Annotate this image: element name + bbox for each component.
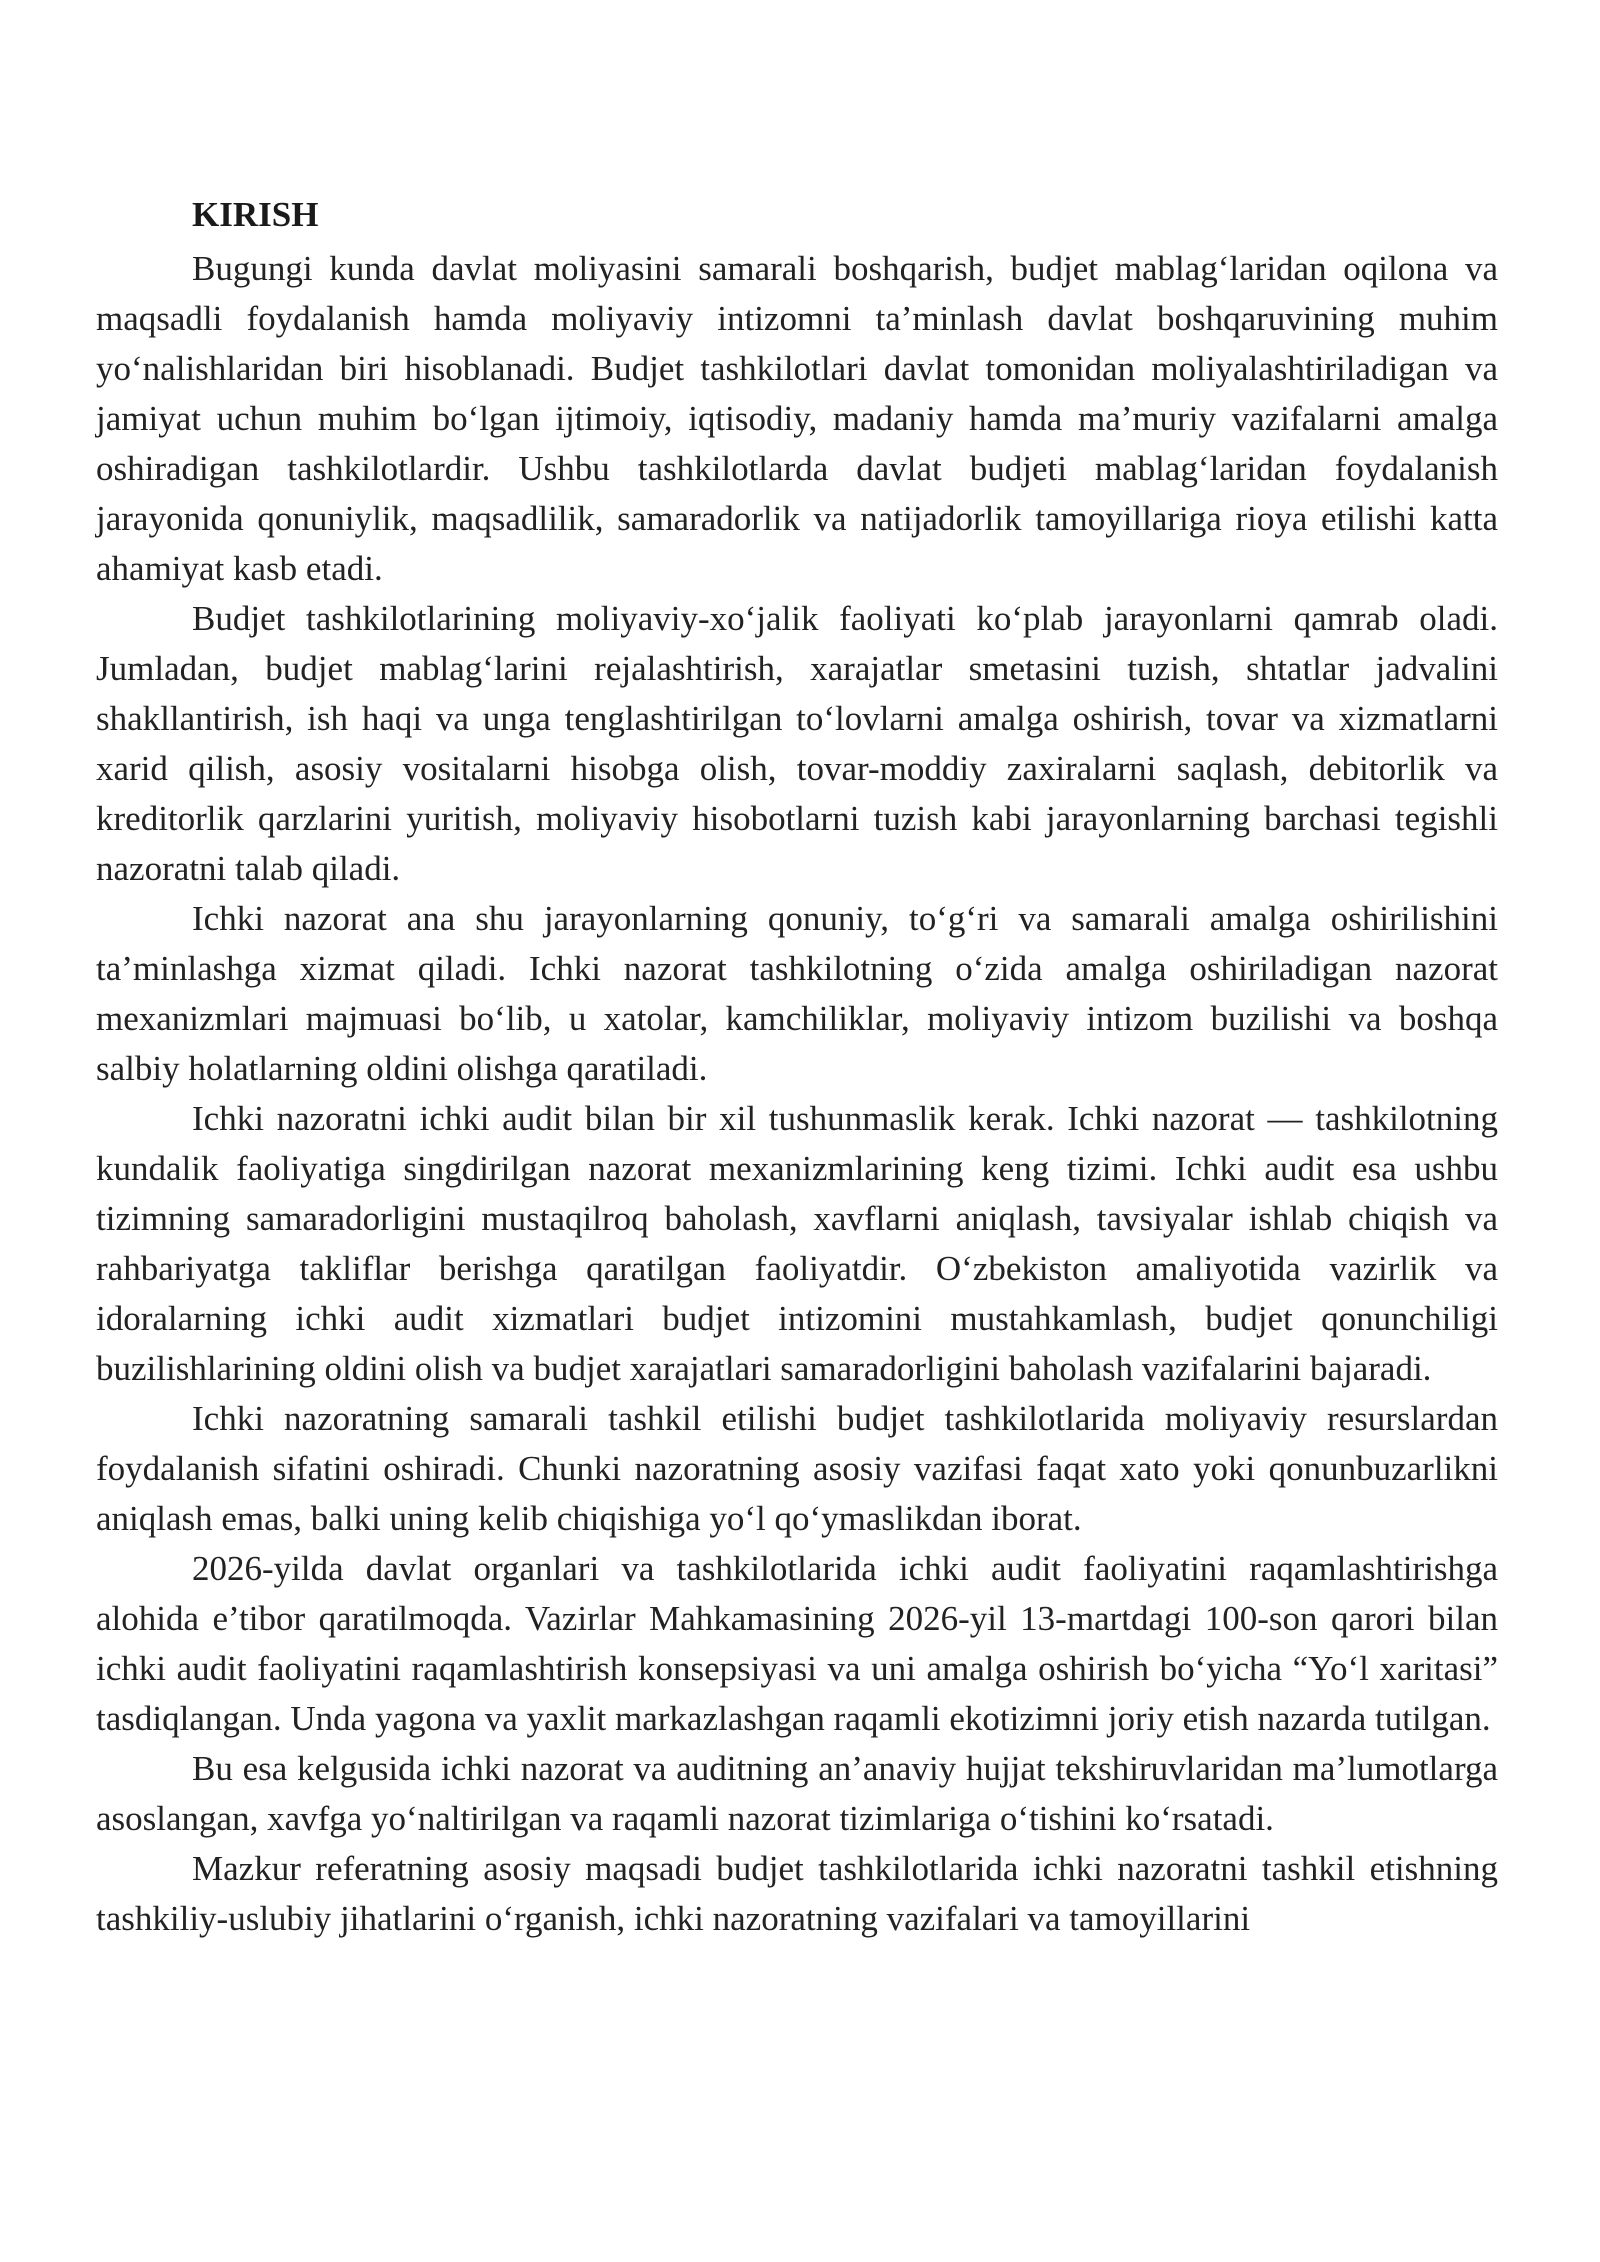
paragraph-8: Mazkur referatning asosiy maqsadi budjet tashkilotlarida ichki nazoratni tashkil etishning tashkiliy-uslubiy jihatlarini o‘rganish, ichki nazoratning vazifalari va tamoyillarini <box>96 1849 1498 1938</box>
paragraph-2: Budjet tashkilotlarining moliyaviy-xo‘jalik faoliyati ko‘plab jarayonlarni qamrab oladi. Jumladan, budjet mablag‘larini rejalashtirish, xarajatlar smetasini tuzish, shtatlar jadvalini shakllantirish, ish haqi va unga tenglashtirilgan to‘lovlarni amalga oshirish, tovar va xizmatlarni xarid qilish, asosiy vositalarni hisobga olish, tovar-moddiy zaxiralarni saqlash, debitorlik va kreditorlik qarzlarini yuritish, moliyaviy hisobotlarni tuzish kabi jarayonlarning barchasi tegishli nazoratni talab qiladi. <box>96 599 1498 888</box>
section-heading: KIRISH <box>192 195 319 234</box>
paragraph-5: Ichki nazoratning samarali tashkil etilishi budjet tashkilotlarida moliyaviy resurslardan foydalanish sifatini oshiradi. Chunki nazoratning asosiy vazifasi faqat xato yoki qonunbuzarlikni aniqlash emas, balki uning kelib chiqishiga yo‘l qo‘ymaslikdan iborat. <box>96 1399 1498 1538</box>
document-page <box>96 186 1498 1944</box>
paragraph-1: Bugungi kunda davlat moliyasini samarali boshqarish, budjet mablag‘laridan oqilona va maqsadli foydalanish hamda moliyaviy intizomni ta’minlash davlat boshqaruvining muhim yo‘nalishlaridan biri hisoblanadi. Budjet tashkilotlari davlat tomonidan moliyalashtiriladigan va jamiyat uchun muhim bo‘lgan ijtimoiy, iqtisodiy, madaniy hamda ma’muriy vazifalarni amalga oshiradigan tashkilotlardir. Ushbu tashkilotlarda davlat budjeti mablag‘laridan foydalanish jarayonida qonuniylik, maqsadlilik, samaradorlik va natijadorlik tamoyillariga rioya etilishi katta ahamiyat kasb etadi. <box>96 249 1498 588</box>
paragraph-3: Ichki nazorat ana shu jarayonlarning qonuniy, to‘g‘ri va samarali amalga oshirilishini ta’minlashga xizmat qiladi. Ichki nazorat tashkilotning o‘zida amalga oshiriladigan nazorat mexanizmlari majmuasi bo‘lib, u xatolar, kamchiliklar, moliyaviy intizom buzilishi va boshqa salbiy holatlarning oldini olishga qaratiladi. <box>96 899 1498 1088</box>
paragraph-4: Ichki nazoratni ichki audit bilan bir xil tushunmaslik kerak. Ichki nazorat — tashkilotning kundalik faoliyatiga singdirilgan nazorat mexanizmlarining keng tizimi. Ichki audit esa ushbu tizimning samaradorligini mustaqilroq baholash, xavflarni aniqlash, tavsiyalar ishlab chiqish va rahbariyatga takliflar berishga qaratilgan faoliyatdir. O‘zbekiston amaliyotida vazirlik va idoralarning ichki audit xizmatlari budjet intizomini mustahkamlash, budjet qonunchiligi buzilishlarining oldini olish va budjet xarajatlari samaradorligini baholash vazifalarini bajaradi. <box>96 1099 1498 1388</box>
paragraph-6: 2026-yilda davlat organlari va tashkilotlarida ichki audit faoliyatini raqamlashtirishga alohida e’tibor qaratilmoqda. Vazirlar Mahkamasining 2026-yil 13-martdagi 100-son qarori bilan ichki audit faoliyatini raqamlashtirish konsepsiyasi va uni amalga oshirish bo‘yicha “Yo‘l xaritasi” tasdiqlangan. Unda yagona va yaxlit markazlashgan raqamli ekotizimni joriy etish nazarda tutilgan. <box>96 1549 1498 1738</box>
paragraph-7: Bu esa kelgusida ichki nazorat va auditning an’anaviy hujjat tekshiruvlaridan ma’lumotlarga asoslangan, xavfga yo‘naltirilgan va raqamli nazorat tizimlariga o‘tishini ko‘rsatadi. <box>96 1749 1498 1838</box>
